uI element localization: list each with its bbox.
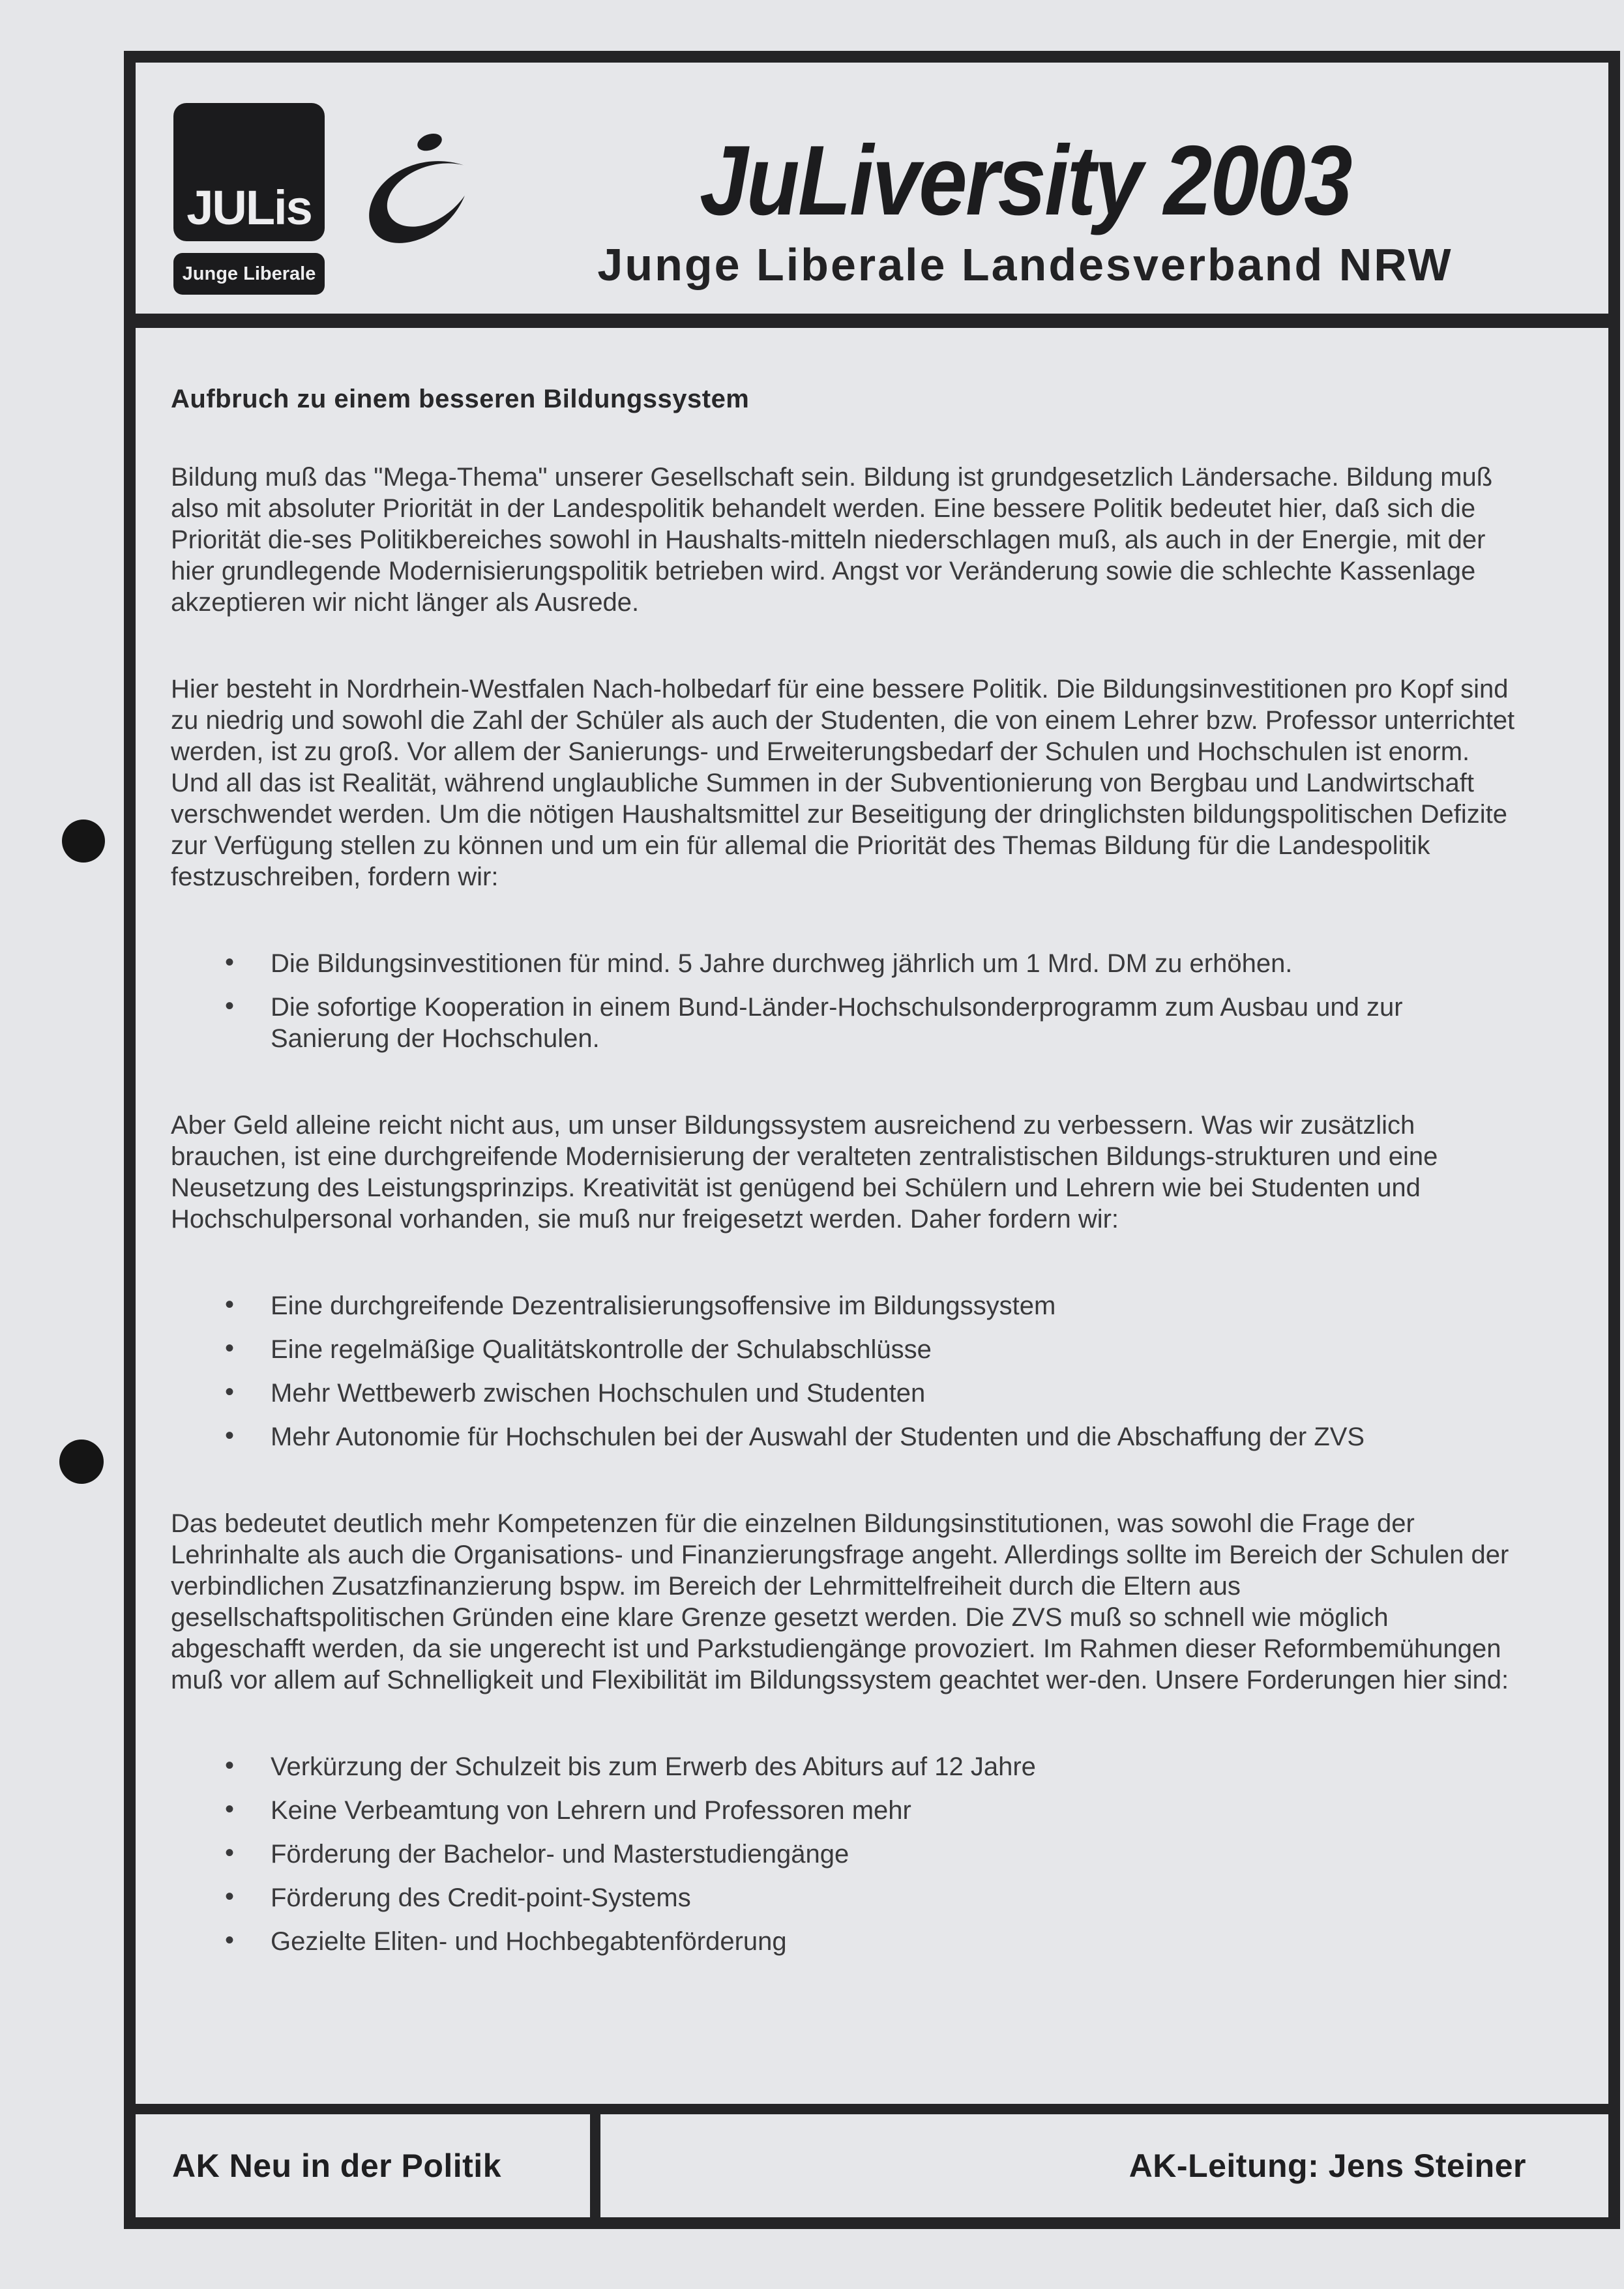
page-subtitle: Junge Liberale Landesverband NRW	[597, 239, 1453, 290]
footer-ak-name: AK Neu in der Politik	[136, 2114, 600, 2217]
demands-list-1	[171, 948, 1520, 1054]
list-item: • Eine durchgreifende Dezentralisierungsoffensive im Bildungssystem	[225, 1290, 1520, 1322]
paragraph-1: Bildung muß das "Mega-Thema" unserer Gesellschaft sein. Bildung ist grundgesetzlich Ländersache. Bildung muß also mit absoluter Priorität in der Landespolitik behandelt werden. Eine bessere Politik bedeutet hier, daß sich die Priorität die-ses Politikbereiches sowohl in Haushalts-mitteln niederschlagen muß, als auch in der Energie, mit der hier grundlegende Modernisierungspolitik betrieben wird. Angst vor Veränderung sowie die schlechte Kassenlage akzeptieren wir nicht länger als Ausrede.	[171, 463, 1493, 617]
hole-punch-top	[62, 820, 105, 863]
paragraph-4: Das bedeutet deutlich mehr Kompetenzen für die einzelnen Bildungsinstitutionen, was sowohl die Frage der Lehrinhalte als auch die Organisations- und Finanzierungsfrage angeht. Allerdings sollte im Bereich der Schulen der verbindlichen Zusatzfinanzierung bspw. im Bereich der Lehrmittelfreiheit durch die Eltern aus gesellschaftspolitischen Gründen eine klare Grenze gesetzt werden. Die ZVS muß so schnell wie möglich abgeschafft werden, da sie ungerecht ist und Parkstudiengänge provoziert. Im Rahmen dieser Reformbemühungen muß vor allem auf Schnelligkeit und Flexibilität im Bildungssystem geachtet wer-den. Unsere Forderungen hier sind:	[171, 1509, 1509, 1694]
header-divider	[136, 314, 1608, 328]
julis-logo-badge-text: Junge Liberale	[182, 263, 316, 284]
paragraph-3: Aber Geld alleine reicht nicht aus, um unser Bildungssystem ausreichend zu verbessern. Was wir zusätzlich brauchen, ist eine durchgreifende Modernisierung der veralteten zentralistischen Bildungs-strukturen und eine Neusetzung des Leistungsprinzips. Kreativität ist genügend bei Schülern und Lehrern wie bei Studenten und Hochschulpersonal vorhanden, sie muß nur freigesetzt werden. Daher fordern wir:	[171, 1111, 1438, 1233]
julis-logo-badge	[173, 253, 325, 295]
list-item: • Eine regelmäßige Qualitätskontrolle der Schulabschlüsse	[225, 1334, 1520, 1365]
list-item: • Die Bildungsinvestitionen für mind. 5 Jahre durchweg jährlich um 1 Mrd. DM zu erhöhen.	[225, 948, 1520, 979]
document-body	[171, 383, 1520, 2103]
document-frame	[124, 51, 1620, 2229]
list-item: • Mehr Wettbewerb zwischen Hochschulen und Studenten	[225, 1378, 1520, 1409]
hole-punch-bottom	[59, 1440, 104, 1484]
list-item: • Gezielte Eliten- und Hochbegabtenförderung	[225, 1926, 1520, 1957]
demands-list-3	[171, 1751, 1520, 1957]
paragraph-2: Hier besteht in Nordrhein-Westfalen Nach-holbedarf für eine bessere Politik. Die Bildungsinvestitionen pro Kopf sind zu niedrig und sowohl die Zahl der Schüler als auch der Studenten, die von einem Lehrer bzw. Professor unterrichtet werden, ist zu groß. Vor allem der Sanierungs- und Erweiterungsbedarf der Schulen und Hochschulen ist enorm. Und all das ist Realität, während unglaubliche Summen in der Subventionierung von Bergbau und Landwirtschaft verschwendet werden. Um die nötigen Haushaltsmittel zur Beseitigung der dringlichsten bildungspolitischen Defizite zur Verfügung stellen zu können und um ein für allemal die Priorität des Themas Bildung für die Landespolitik festzuschreiben, fordern wir:	[171, 675, 1515, 891]
demands-list-2	[171, 1290, 1520, 1453]
list-item: • Förderung des Credit-point-Systems	[225, 1882, 1520, 1913]
list-item: • Keine Verbeamtung von Lehrern und Professoren mehr	[225, 1795, 1520, 1826]
swoosh-comet-icon	[351, 126, 475, 254]
julis-logo-text: JULis	[186, 181, 312, 235]
document-footer	[136, 2104, 1608, 2217]
list-item: • Die sofortige Kooperation in einem Bund-Länder-Hochschulsonderprogramm zum Ausbau und zur Sanierung der Hochschulen.	[225, 992, 1520, 1054]
page-title: JuLiversity 2003	[700, 125, 1351, 236]
julis-logo-box	[173, 103, 325, 241]
header-title-block	[462, 125, 1589, 290]
section-heading: Aufbruch zu einem besseren Bildungssystem	[171, 385, 750, 413]
list-item: • Förderung der Bachelor- und Masterstudiengänge	[225, 1839, 1520, 1870]
list-item: • Verkürzung der Schulzeit bis zum Erwerb des Abiturs auf 12 Jahre	[225, 1751, 1520, 1782]
list-item: • Mehr Autonomie für Hochschulen bei der Auswahl der Studenten und die Abschaffung der ZVS	[225, 1421, 1520, 1453]
footer-ak-leader: AK-Leitung: Jens Steiner	[1129, 2148, 1526, 2184]
